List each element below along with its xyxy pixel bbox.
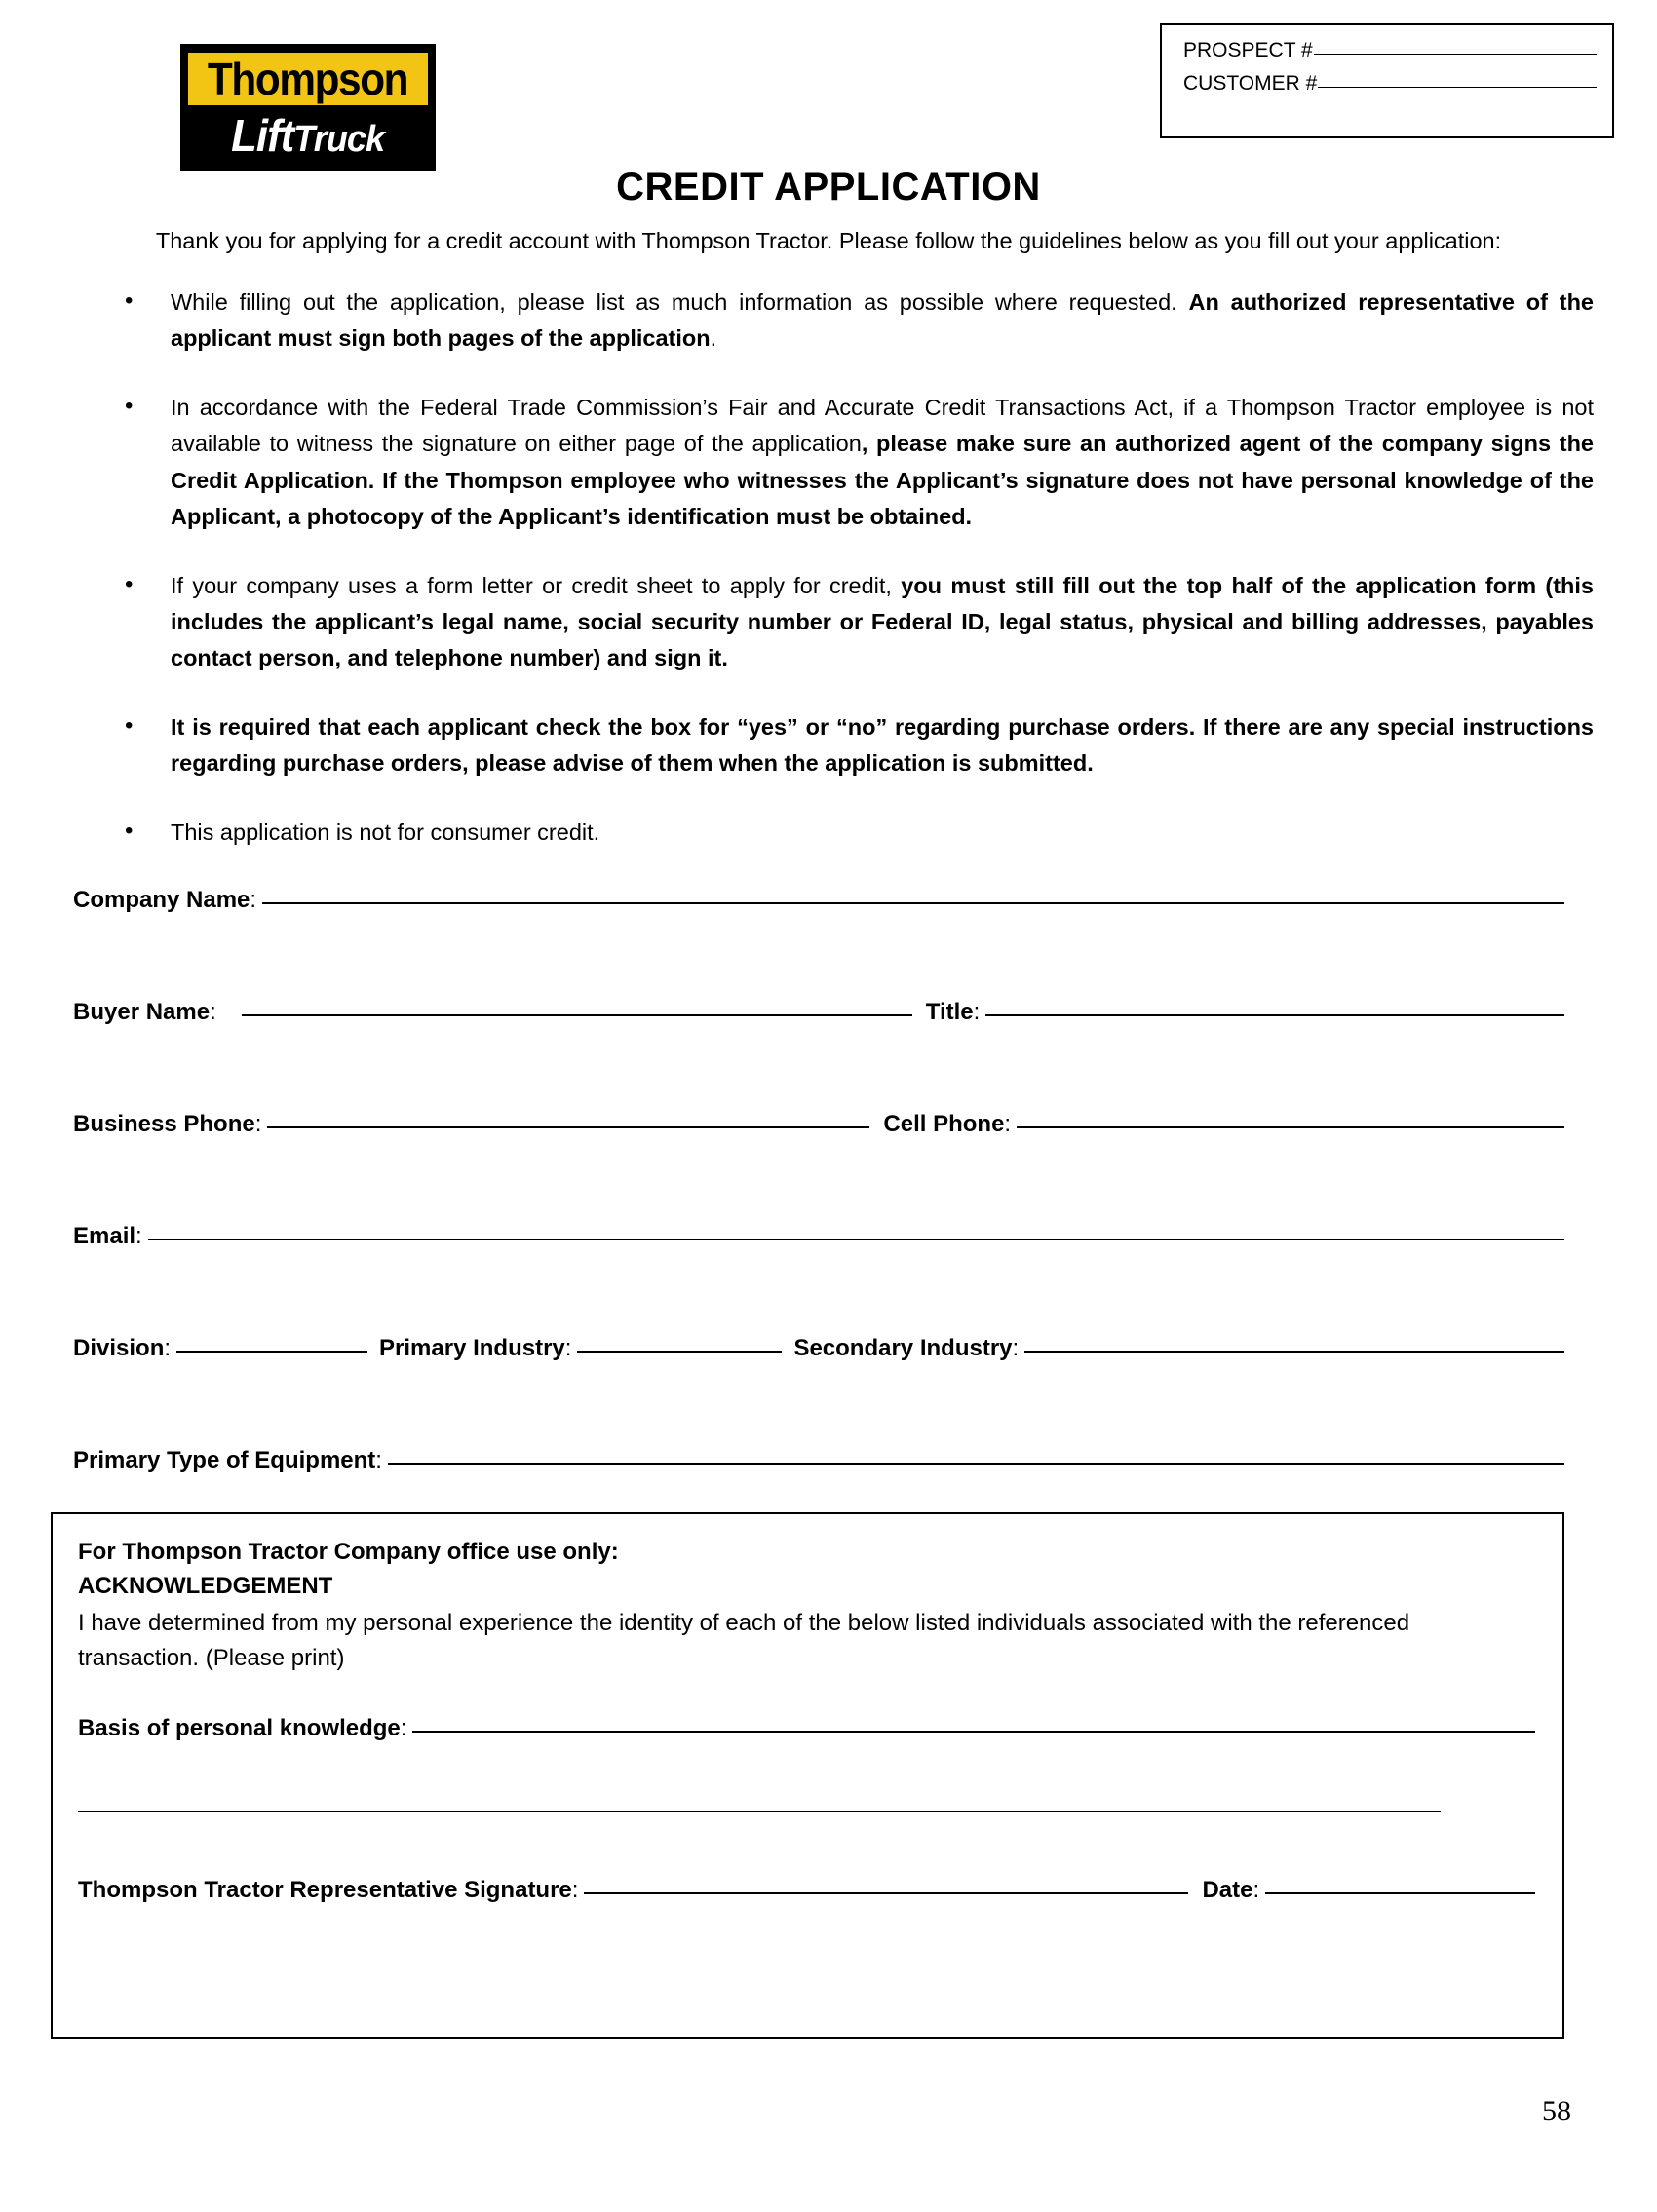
industry-row (73, 1335, 1564, 1362)
prospect-customer-box (1160, 23, 1614, 138)
prospect-number-row (1183, 39, 1597, 62)
bullet-text-bold: you must still fill out the top half of the application form (this includes the applicant’s legal name, social security number or Federal ID, legal status, physical and billing addresses, payables contact person, and telephone number) and sign it. (171, 572, 1594, 670)
email-row (73, 1223, 1564, 1250)
company-name-colon: : (250, 887, 257, 913)
logo-thompson-text: Thompson (208, 54, 408, 104)
basis-of-knowledge-label-text: Basis of personal knowledge (78, 1714, 401, 1741)
logo-lift-text: Lift (231, 110, 294, 161)
bullet-text-bold: , please make sure an authorized agent of the company signs the Credit Application. If the Thompson employee who witnesses the Applicant’s signature does not have personal knowledge of the Applicant, a photocopy of the Applicant’s identification must be obtained. (171, 431, 1594, 529)
acknowledgement-paragraph: I have determined from my personal experience the identity of each of the below listed individuals associated with the referenced transaction. (Please print) (78, 1609, 1410, 1671)
secondary-industry-label-text: Secondary Industry (793, 1335, 1013, 1361)
buyer-name-title-row (73, 999, 1564, 1026)
representative-signature-label (78, 1877, 578, 1904)
page-title: CREDIT APPLICATION (616, 166, 1041, 209)
basis-of-knowledge-colon: : (400, 1714, 407, 1741)
prospect-number-label: PROSPECT # (1183, 39, 1313, 61)
title-input-line[interactable] (985, 1014, 1564, 1016)
bullet-text-regular-tail: . (710, 325, 717, 352)
primary-industry-colon: : (564, 1335, 572, 1361)
list-item (117, 709, 1594, 782)
bullet-text-regular: In accordance with the Federal Trade Commission’s Fair and Accurate Credit Transactions Act, if a Thompson Tractor employee is not available to witness the signature on either page of the application (171, 395, 1594, 457)
division-colon: : (164, 1335, 172, 1361)
primary-equipment-label-text: Primary Type of Equipment (73, 1447, 376, 1473)
buyer-name-label-text: Buyer Name (73, 999, 211, 1025)
email-label (73, 1223, 142, 1250)
date-input-line[interactable] (1265, 1892, 1535, 1894)
date-label-text: Date (1202, 1876, 1253, 1903)
basis-of-knowledge-second-line[interactable] (78, 1811, 1441, 1812)
company-name-input-line[interactable] (262, 902, 1564, 904)
business-phone-input-line[interactable] (267, 1126, 869, 1128)
customer-number-input-line[interactable] (1318, 87, 1597, 88)
cell-phone-label (883, 1111, 1011, 1138)
email-colon: : (135, 1223, 142, 1249)
page-number: 58 (1542, 2095, 1571, 2127)
guidelines-list (117, 285, 1594, 885)
representative-signature-row (78, 1877, 1535, 1904)
cell-phone-label-text: Cell Phone (883, 1111, 1005, 1137)
thompson-lift-truck-logo (180, 44, 436, 171)
intro-paragraph: Thank you for applying for a credit account with Thompson Tractor. Please follow the guidelines below as you fill out your application: (155, 228, 1502, 253)
buyer-name-input-line[interactable] (242, 1014, 912, 1016)
representative-signature-colon: : (571, 1876, 579, 1903)
business-phone-colon: : (254, 1111, 262, 1137)
division-input-line[interactable] (176, 1351, 367, 1353)
business-phone-label (73, 1111, 261, 1138)
logo-truck-text: Truck (293, 119, 385, 160)
secondary-industry-label (793, 1335, 1019, 1362)
bullet-text-regular: This application is not for consumer credit. (171, 820, 600, 846)
cell-phone-input-line[interactable] (1017, 1126, 1564, 1128)
cell-phone-colon: : (1004, 1111, 1012, 1137)
customer-number-label: CUSTOMER # (1183, 72, 1318, 95)
business-phone-label-text: Business Phone (73, 1111, 255, 1137)
primary-equipment-row (73, 1447, 1564, 1474)
basis-of-knowledge-input-line[interactable] (412, 1731, 1535, 1733)
basis-of-knowledge-label (78, 1715, 406, 1742)
email-label-text: Email (73, 1223, 136, 1249)
company-name-label-text: Company Name (73, 887, 250, 913)
primary-equipment-colon: : (375, 1447, 382, 1473)
date-colon: : (1252, 1876, 1260, 1903)
customer-number-row (1183, 72, 1597, 95)
representative-signature-label-text: Thompson Tractor Representative Signature (78, 1876, 572, 1903)
date-label (1202, 1877, 1259, 1904)
acknowledgement-box (51, 1512, 1564, 2039)
list-item (117, 568, 1594, 676)
list-item (117, 285, 1594, 357)
bullet-text-regular: While filling out the application, please list as much information as possible where requested. (171, 289, 1189, 315)
title-colon: : (973, 999, 981, 1025)
secondary-industry-colon: : (1012, 1335, 1020, 1361)
company-name-row (73, 887, 1564, 914)
division-label-text: Division (73, 1335, 165, 1361)
logo-thompson-band (188, 53, 428, 105)
company-name-label (73, 887, 256, 914)
bullet-text-regular: If your company uses a form letter or credit sheet to apply for credit, (171, 572, 902, 598)
logo-lifttruck-text (231, 110, 385, 161)
primary-industry-label (379, 1335, 571, 1362)
acknowledgement-heading: ACKNOWLEDGEMENT (78, 1572, 333, 1599)
basis-of-knowledge-row (78, 1715, 1535, 1742)
prospect-number-input-line[interactable] (1314, 54, 1597, 55)
primary-industry-input-line[interactable] (577, 1351, 782, 1353)
title-label (926, 999, 981, 1026)
primary-equipment-label (73, 1447, 382, 1474)
bullet-text-bold: An authorized representative of the applicant must sign both pages of the application (171, 289, 1594, 352)
division-label (73, 1335, 171, 1362)
bullet-text-bold: It is required that each applicant check the box for “yes” or “no” regarding purchase orders. If there are any special instructions regarding purchase orders, please advise of them when the application is submitted. (171, 714, 1594, 777)
title-label-text: Title (925, 999, 974, 1025)
office-use-only-label: For Thompson Tractor Company office use only: (78, 1539, 619, 1565)
buyer-name-label (73, 999, 216, 1026)
list-item (117, 390, 1594, 535)
list-item (117, 815, 1594, 851)
phones-row (73, 1111, 1564, 1138)
primary-industry-label-text: Primary Industry (379, 1335, 565, 1361)
buyer-name-colon: : (210, 999, 216, 1025)
secondary-industry-input-line[interactable] (1024, 1351, 1564, 1353)
email-input-line[interactable] (148, 1239, 1564, 1240)
primary-equipment-input-line[interactable] (388, 1463, 1564, 1465)
logo-lifttruck-band (188, 108, 428, 163)
representative-signature-input-line[interactable] (584, 1892, 1188, 1894)
